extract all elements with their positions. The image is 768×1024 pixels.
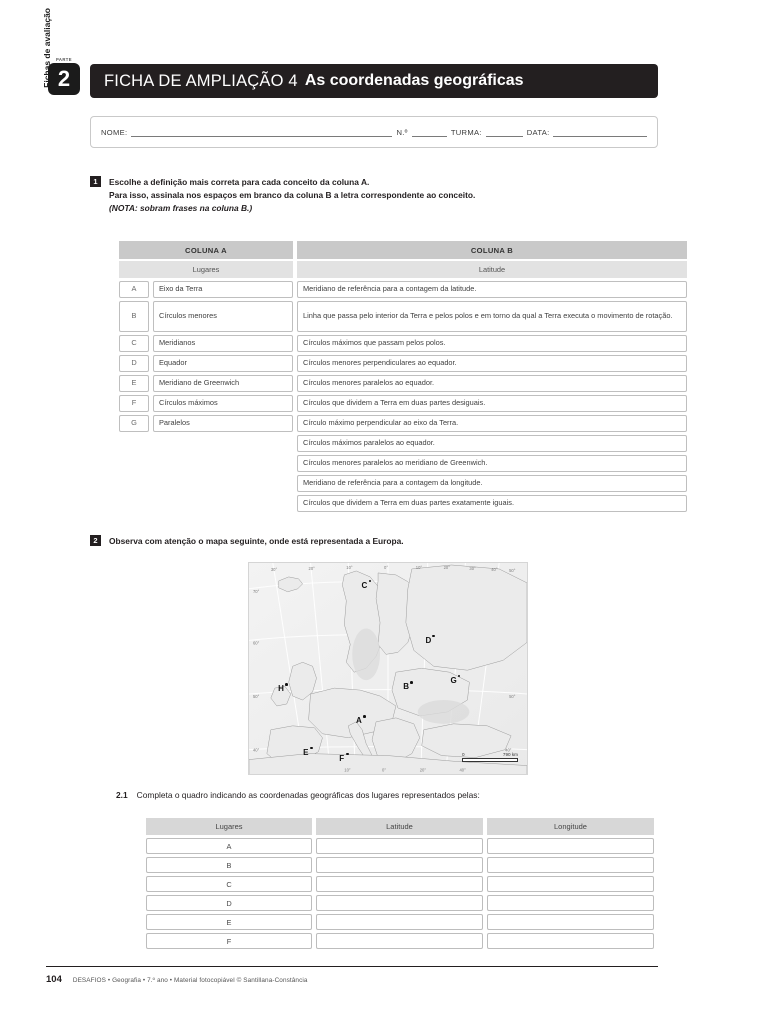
question-2-1	[116, 790, 676, 800]
column-b-subheader: Latitude	[297, 261, 687, 278]
lugar-cell: B	[146, 857, 312, 873]
svg-text:30°: 30°	[270, 566, 278, 572]
concept-letter-box[interactable]: E	[119, 375, 149, 392]
nome-label: NOME:	[101, 127, 128, 137]
longitude-input-cell[interactable]	[487, 838, 654, 854]
identification-box	[90, 116, 658, 148]
table-row	[146, 838, 658, 854]
concept-cell: Eixo da Terra	[153, 281, 293, 298]
footer-credit: DESAFIOS • Geografia • 7.º ano • Material fotocopiável © Santillana-Constância	[72, 977, 308, 984]
definition-cell[interactable]: Círculos máximos que passam pelos polos.	[297, 335, 687, 352]
question-2-1-text: Completa o quadro indicando as coordenadas geográficas dos lugares representados pelas:	[136, 790, 480, 800]
table-row	[119, 281, 687, 298]
question-1-line2: Para isso, assinala nos espaços em branco da coluna B a letra correspondente ao conceito.	[109, 189, 476, 200]
scale-distance-label: 790 km	[502, 752, 518, 757]
definition-cell[interactable]: Meridiano de referência para a contagem da latitude.	[297, 281, 687, 298]
table-row	[119, 395, 687, 412]
section-vertical-label: Fichas de avaliação	[42, 8, 52, 88]
page-number: 104	[46, 974, 62, 985]
table-row	[297, 495, 687, 512]
part-label: PARTE	[56, 57, 72, 62]
table-row	[119, 375, 687, 392]
turma-label: TURMA:	[450, 127, 482, 137]
concept-letter-box[interactable]: A	[119, 281, 149, 298]
table-row	[146, 933, 658, 949]
match-subheader-row	[119, 261, 687, 278]
table-row	[146, 857, 658, 873]
column-a-header: COLUNA A	[119, 241, 293, 259]
svg-text:50°: 50°	[509, 567, 516, 573]
concept-letter-box[interactable]: G	[119, 415, 149, 432]
question-1	[90, 176, 670, 214]
definition-cell[interactable]: Meridiano de referência para a contagem da longitude.	[297, 475, 687, 492]
map-point-dot	[285, 683, 288, 686]
latitude-input-cell[interactable]	[316, 914, 483, 930]
lugar-cell: E	[146, 914, 312, 930]
part-number-badge: 2	[48, 63, 80, 95]
map-point-label: G	[450, 675, 457, 685]
numero-label: N.º	[396, 127, 408, 137]
sheet-label: FICHA DE AMPLIAÇÃO 4	[104, 71, 298, 90]
longitude-input-cell[interactable]	[487, 933, 654, 949]
svg-text:30°: 30°	[469, 565, 476, 571]
map-point-label: D	[425, 635, 432, 645]
svg-text:70°: 70°	[252, 588, 260, 594]
page-footer	[46, 974, 308, 985]
definition-cell[interactable]: Círculos menores paralelos ao equador.	[297, 375, 687, 392]
svg-text:10°: 10°	[346, 564, 353, 570]
svg-text:0°: 0°	[384, 564, 389, 570]
svg-text:0°: 0°	[382, 767, 387, 773]
definition-cell[interactable]: Círculos que dividem a Terra em duas partes exatamente iguais.	[297, 495, 687, 512]
map-point-label: C	[361, 580, 368, 590]
concept-cell: Equador	[153, 355, 293, 372]
map-point-dot	[363, 715, 366, 718]
svg-text:50°: 50°	[252, 694, 260, 700]
definition-cell[interactable]: Círculos máximos paralelos ao equador.	[297, 435, 687, 452]
lugar-cell: D	[146, 895, 312, 911]
svg-text:20°: 20°	[419, 767, 427, 773]
question-1-number: 1	[90, 176, 101, 187]
table-row	[146, 876, 658, 892]
concept-cell: Meridianos	[153, 335, 293, 352]
concept-cell: Paralelos	[153, 415, 293, 432]
map-point-dot	[410, 681, 413, 684]
concept-cell: Meridiano de Greenwich	[153, 375, 293, 392]
map-point-label: B	[403, 682, 410, 692]
svg-text:20°: 20°	[308, 565, 315, 571]
definition-cell[interactable]: Linha que passa pelo interior da Terra e pelos polos e em torno da qual a Terra executa o movimento de rotação.	[297, 301, 687, 332]
question-2	[90, 535, 670, 548]
longitude-input-cell[interactable]	[487, 857, 654, 873]
map-point-label: F	[339, 753, 345, 763]
europe-map	[248, 562, 528, 775]
sheet-title-bar	[90, 64, 658, 98]
scale-bar-graphic	[462, 758, 518, 762]
definition-cell[interactable]: Círculos menores perpendiculares ao equador.	[297, 355, 687, 372]
concept-cell: Círculos menores	[153, 301, 293, 332]
svg-text:40°: 40°	[459, 767, 466, 773]
table-row	[119, 415, 687, 432]
question-1-text	[109, 176, 475, 214]
question-1-note: (NOTA: sobram frases na coluna B.)	[109, 202, 253, 213]
map-scale-bar	[462, 752, 518, 762]
definition-cell[interactable]: Círculo máximo perpendicular ao eixo da Terra.	[297, 415, 687, 432]
table-row	[119, 301, 687, 332]
lugar-cell: F	[146, 933, 312, 949]
concept-letter-box[interactable]: D	[119, 355, 149, 372]
longitude-input-cell[interactable]	[487, 914, 654, 930]
svg-text:10°: 10°	[344, 767, 351, 773]
column-b-header: COLUNA B	[297, 241, 687, 259]
table-row	[297, 455, 687, 472]
nome-input[interactable]	[131, 127, 392, 137]
latitude-input-cell[interactable]	[316, 895, 483, 911]
table-row	[119, 335, 687, 352]
svg-text:40°: 40°	[505, 747, 512, 753]
match-table-body	[119, 281, 687, 512]
coordinates-column-header: Latitude	[316, 818, 483, 835]
map-point-label: E	[303, 747, 309, 757]
concept-letter-box[interactable]: C	[119, 335, 149, 352]
question-1-line1: Escolhe a definição mais correta para cada conceito da coluna A.	[109, 177, 370, 187]
table-row	[297, 435, 687, 452]
coordinates-table-body	[146, 838, 658, 949]
svg-text:40°: 40°	[491, 566, 498, 572]
lugar-cell: C	[146, 876, 312, 892]
europe-map-graphic	[249, 563, 527, 774]
lugar-cell: A	[146, 838, 312, 854]
question-2-number: 2	[90, 535, 101, 546]
latitude-input-cell[interactable]	[316, 876, 483, 892]
question-2-1-number: 2.1	[116, 790, 128, 800]
svg-text:10°: 10°	[415, 564, 423, 570]
table-row	[146, 895, 658, 911]
scale-zero-label: 0	[462, 752, 465, 757]
concept-letter-box[interactable]: B	[119, 301, 149, 332]
match-header-row	[119, 241, 687, 259]
concept-cell: Círculos máximos	[153, 395, 293, 412]
latitude-input-cell[interactable]	[316, 857, 483, 873]
data-input[interactable]	[553, 127, 647, 137]
svg-text:20°: 20°	[443, 564, 450, 570]
table-row	[297, 475, 687, 492]
longitude-input-cell[interactable]	[487, 876, 654, 892]
concept-letter-box[interactable]: F	[119, 395, 149, 412]
map-point-label: H	[278, 684, 284, 694]
svg-text:60°: 60°	[252, 640, 260, 646]
definition-cell[interactable]: Círculos que dividem a Terra em duas partes desiguais.	[297, 395, 687, 412]
coordinates-header-row	[146, 818, 658, 835]
svg-text:40°: 40°	[252, 747, 260, 753]
coordinates-column-header: Longitude	[487, 818, 654, 835]
table-row	[119, 355, 687, 372]
column-a-subheader: Lugares	[119, 261, 293, 278]
map-point-label: A	[355, 715, 362, 725]
longitude-input-cell[interactable]	[487, 895, 654, 911]
question-2-text: Observa com atenção o mapa seguinte, onde está representada a Europa.	[109, 536, 404, 546]
match-table	[119, 241, 687, 515]
table-row	[146, 914, 658, 930]
latitude-input-cell[interactable]	[316, 933, 483, 949]
turma-input[interactable]	[486, 127, 523, 137]
latitude-input-cell[interactable]	[316, 838, 483, 854]
page-title: As coordenadas geográficas	[304, 72, 524, 89]
numero-input[interactable]	[412, 127, 447, 137]
data-label: DATA:	[526, 127, 550, 137]
svg-text:50°: 50°	[509, 694, 516, 700]
definition-cell[interactable]: Círculos menores paralelos ao meridiano de Greenwich.	[297, 455, 687, 472]
footer-rule	[46, 966, 658, 967]
map-point-dot	[310, 747, 313, 750]
coordinates-column-header: Lugares	[146, 818, 312, 835]
coordinates-table	[146, 818, 658, 952]
